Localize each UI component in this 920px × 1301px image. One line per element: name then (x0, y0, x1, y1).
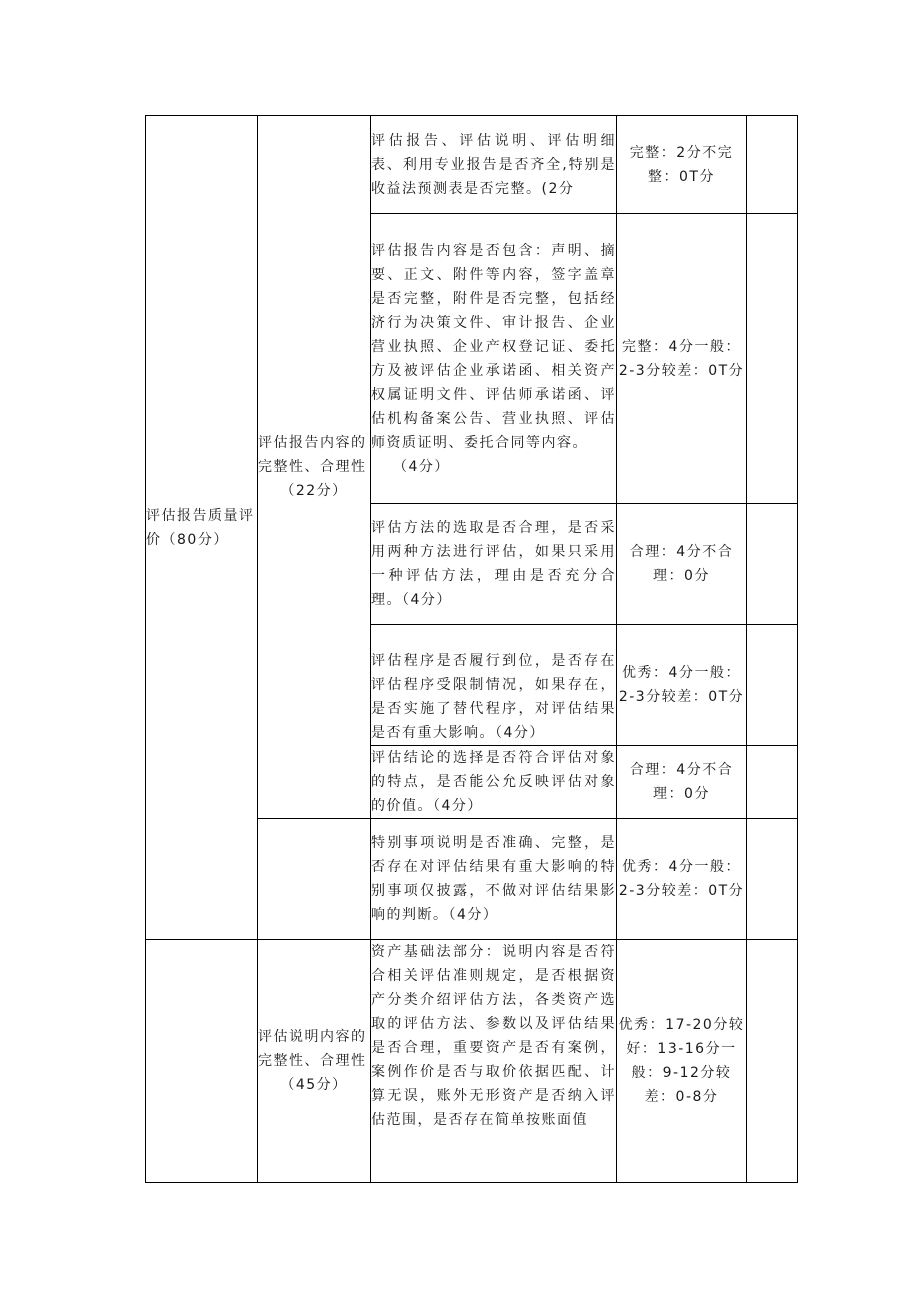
criterion-text: 评估报告、评估说明、评估明细表、利用专业报告是否齐全,特别是收益法预测表是否完整。(2分 (371, 132, 616, 197)
score-cell[interactable] (747, 214, 798, 504)
criterion-cell (371, 746, 617, 819)
standard-cell (617, 746, 747, 819)
subcategory-cell (258, 940, 371, 1183)
subcategory-label: 评估报告内容的完整性、合理性 (258, 435, 367, 475)
category-cell (146, 116, 258, 940)
standard-cell (617, 116, 747, 214)
category-label: 评估报告质量评价（80分） (146, 507, 255, 548)
subcategory-points: （45分） (280, 1077, 348, 1093)
standard-cell (617, 504, 747, 625)
criterion-cell (371, 819, 617, 940)
standard-cell (617, 819, 747, 940)
subcategory-label: 评估说明内容的完整性、合理性 (258, 1029, 367, 1069)
criterion-text: 评估方法的选取是否合理，是否采用两种方法进行评估，如果只采用一种评估方法，理由是否充分合理。（4分） (371, 520, 616, 608)
evaluation-score-table (145, 115, 798, 1183)
criterion-cell (371, 214, 617, 504)
standard-cell (617, 214, 747, 504)
criterion-cell (371, 504, 617, 625)
subcategory-points: （22分） (280, 483, 348, 499)
standard-text: 优秀：4分一般：2-3分较差：0T分 (618, 665, 745, 705)
score-cell[interactable] (747, 746, 798, 819)
standard-text: 完整：2分不完整：0T分 (629, 144, 734, 185)
criterion-text: 资产基础法部分：说明内容是否符合相关评估准则规定，是否根据资产分类介绍评估方法，各类资产选取的评估方法、参数以及评估结果是否合理，重要资产是否有案例，案例作价是否与取价依据匹配、计算无误，账外无形资产是否纳入评估范围，是否存在简单按账面值 (371, 944, 616, 1128)
criterion-text: 评估程序是否履行到位，是否存在评估程序受限制情况，如果存在，是否实施了替代程序，对评估结果是否有重大影响。（4分） (371, 653, 616, 741)
standard-cell (617, 940, 747, 1183)
criterion-cell (371, 940, 617, 1183)
criterion-text: 评估报告内容是否包含：声明、摘要、正文、附件等内容，签字盖章是否完整，附件是否完整，包括经济行为决策文件、审计报告、企业营业执照、企业产权登记证、委托方及被评估企业承诺函、相关资产权属证明文件、评估师承诺函、评估机构备案公告、营业执照、评估师资质证明、委托合同等内容。 (371, 242, 616, 451)
criterion-cell (371, 116, 617, 214)
standard-text: 优秀：17-20分较好：13-16分一般：9-12分较差：0-8分 (618, 1017, 745, 1105)
score-cell[interactable] (747, 940, 798, 1183)
criterion-points: （4分） (393, 458, 450, 475)
standard-text: 合理：4分不合理：0分 (629, 544, 734, 584)
subcategory-cell (258, 116, 371, 819)
standard-cell (617, 625, 747, 746)
criterion-text: 评估结论的选择是否符合评估对象的特点，是否能公允反映评估对象的价值。（4分） (371, 750, 616, 814)
criterion-cell (371, 625, 617, 746)
subcategory-cell-empty (258, 819, 371, 940)
category-cell-empty (146, 940, 258, 1183)
score-cell[interactable] (747, 116, 798, 214)
score-cell[interactable] (747, 819, 798, 940)
criterion-text: 特别事项说明是否准确、完整，是否存在对评估结果有重大影响的特别事项仅披露，不做对评估结果影响的判断。（4分） (371, 835, 616, 923)
standard-text: 完整：4分一般：2-3分较差：0T分 (618, 338, 745, 379)
score-cell[interactable] (747, 625, 798, 746)
table-row (146, 116, 798, 214)
standard-text: 合理：4分不合理：0分 (629, 762, 734, 802)
standard-text: 优秀：4分一般：2-3分较差：0T分 (618, 859, 745, 899)
score-cell[interactable] (747, 504, 798, 625)
table-row (146, 940, 798, 1183)
